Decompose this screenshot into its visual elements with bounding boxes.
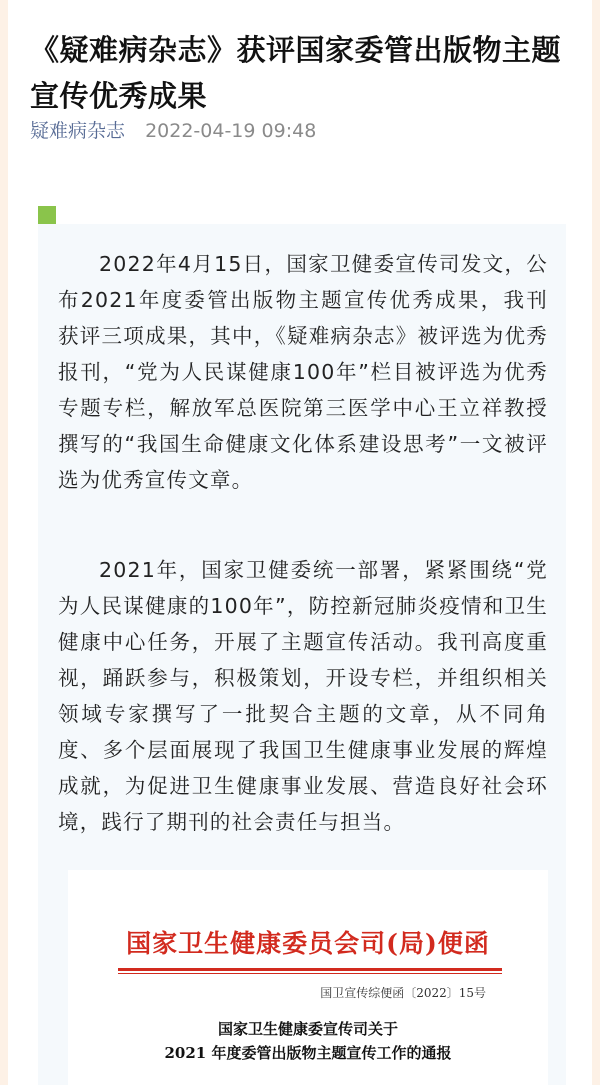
author-link[interactable]: 疑难病杂志	[30, 120, 126, 142]
document-title-line-2: 2021 年度委管出版物主题宣传工作的通报	[164, 1044, 452, 1062]
decorative-square-icon	[38, 206, 56, 224]
document-red-rule	[118, 968, 502, 971]
notice-document-image[interactable]	[68, 870, 548, 1085]
publish-datetime: 2022-04-19 09:48	[145, 120, 317, 142]
article-page	[8, 0, 592, 1085]
document-number: 国卫宣传综便函〔2022〕15号	[320, 986, 486, 1000]
document-title-line-1: 国家卫生健康委宣传司关于	[217, 1020, 398, 1038]
article-meta	[30, 116, 316, 143]
paragraph-2: 2021年，国家卫健委统一部署，紧紧围绕“党为人民谋健康的100年”，防控新冠肺炎疫情和卫生健康中心任务，开展了主题宣传活动。我刊高度重视，踊跃参与，积极策划，开设专栏，并组织相关领域专家撰写了一批契合主题的文章，从不同角度、多个层面展现了我国卫生健康事业发展的辉煌成就，为促进卫生健康事业发展、营造良好社会环境，践行了期刊的社会责任与担当。	[58, 558, 548, 834]
document-header: 国家卫生健康委员会司(局)便函	[126, 929, 490, 958]
document-red-rule-thin	[118, 973, 502, 974]
article-title: 《疑难病杂志》获评国家委管出版物主题宣传优秀成果	[30, 33, 562, 114]
paragraph-1: 2022年4月15日，国家卫健委宣传司发文，公布2021年度委管出版物主题宣传优秀成果，我刊获评三项成果，其中，《疑难病杂志》被评选为优秀报刊，“党为人民谋健康100年”栏目被评选为优秀专题专栏，解放军总医院第三医学中心王立祥教授撰写的“我国生命健康文化体系建设思考”一文被评选为优秀宣传文章。	[58, 252, 548, 492]
